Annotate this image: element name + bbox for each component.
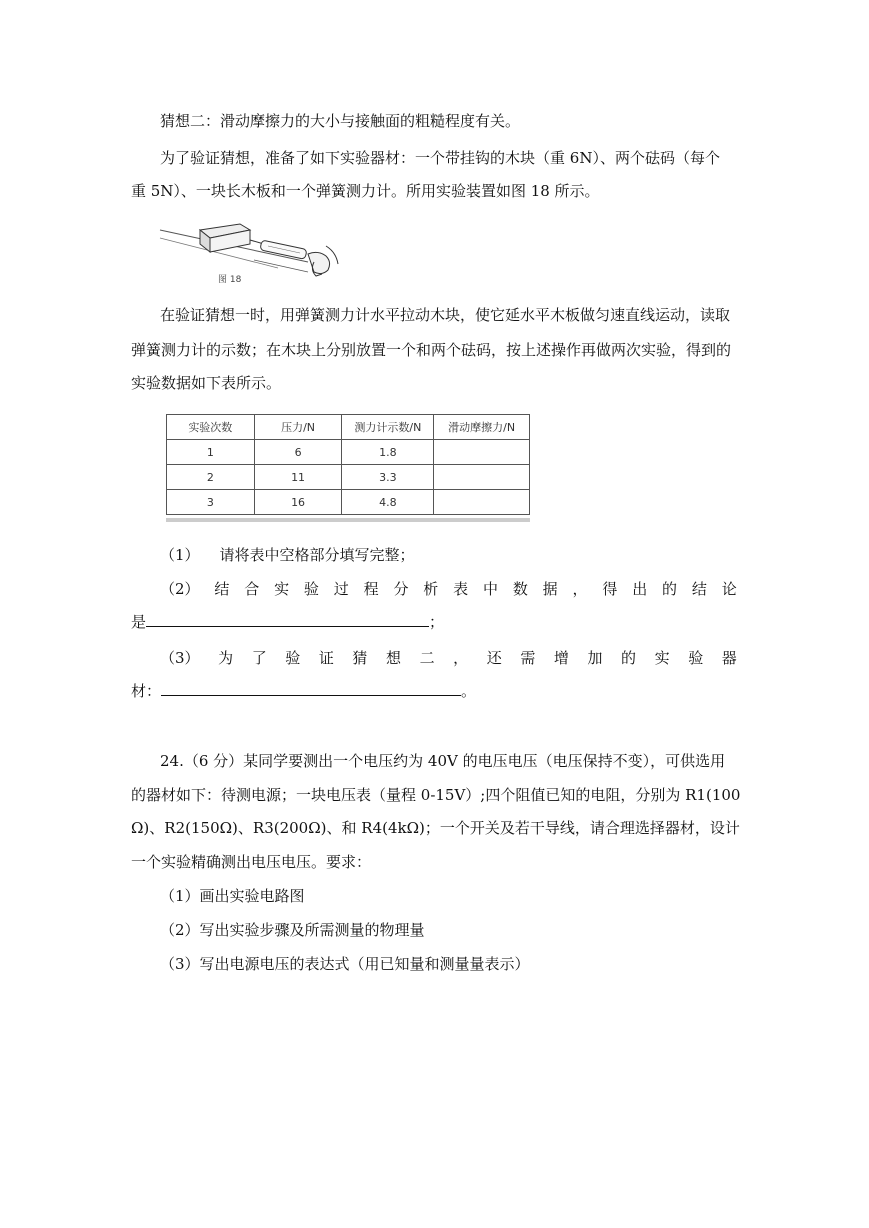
question-2-char: 论 [721, 580, 737, 598]
question-3-line-1 [160, 648, 737, 668]
problem-24-line-1: 24.（6 分）某同学要测出一个电压约为 40V 的电压电压（电压保持不变），可供选用 [160, 752, 726, 770]
question-3-char: 验 [688, 649, 704, 667]
question-2-char: ， [572, 580, 588, 598]
question-3-answer-blank[interactable] [161, 681, 461, 696]
question-2-char: 表 [453, 580, 469, 598]
question-2-char: 过 [333, 580, 349, 598]
question-3-char: 实 [654, 649, 670, 667]
question-3-prefix: 材： [131, 682, 162, 700]
table-header-row [167, 415, 530, 440]
question-3-char: 为 [218, 649, 234, 667]
table-cell: 6 [254, 440, 342, 465]
procedure-text-line-1: 在验证猜想一时，用弹簧测力计水平拉动木块，使它延水平木板做匀速直线运动，读取 [160, 306, 731, 324]
table-cell: 1 [167, 440, 255, 465]
question-2-char: 出 [632, 580, 648, 598]
problem-24-line-2: 的器材如下：待测电源；一块电压表（量程 0-15V）;四个阻值已知的电阻，分别为 R1(100 [131, 786, 741, 804]
table-header-cell: 实验次数 [167, 415, 255, 440]
table-header-cell: 压力/N [254, 415, 342, 440]
question-2-answer-blank[interactable] [146, 612, 429, 627]
question-2-char: 验 [303, 580, 319, 598]
materials-text-line-2: 重 5N）、一块长木板和一个弹簧测力计。所用实验装置如图 18 所示。 [131, 182, 600, 200]
question-3-char: 的 [621, 649, 637, 667]
table-bottom-shadow [166, 518, 530, 522]
materials-text-line-1: 为了验证猜想，准备了如下实验器材：一个带挂钩的木块（重 6N）、两个砝码（每个 [160, 149, 720, 167]
question-2-char: 的 [662, 580, 678, 598]
table-row [167, 465, 530, 490]
table-cell: 3.3 [342, 465, 434, 490]
question-1-text: 请将表中空格部分填写完整； [219, 546, 415, 564]
question-2-number: （2） [160, 580, 200, 598]
table-cell: 16 [254, 490, 342, 515]
question-3-char: 证 [318, 649, 334, 667]
table-cell-blank [434, 465, 530, 490]
table-cell-blank [434, 490, 530, 515]
question-3-end: 。 [461, 682, 477, 700]
question-2-char: 析 [423, 580, 439, 598]
problem-24-requirement-3: （3）写出电源电压的表达式（用已知量和测量量表示） [160, 955, 530, 973]
question-2-char: 程 [363, 580, 379, 598]
table-cell: 11 [254, 465, 342, 490]
problem-24-line-3: Ω)、R2(150Ω)、R3(200Ω)、和 R4(4kΩ)；一个开关及若干导线，请合理选择器材，设计 [131, 819, 740, 837]
question-3-char: 二 [419, 649, 435, 667]
question-3-char: 想 [386, 649, 402, 667]
question-1 [160, 545, 415, 565]
hypothesis-two-text: 猜想二：滑动摩擦力的大小与接触面的粗糙程度有关。 [160, 112, 521, 130]
question-2-char: 分 [393, 580, 409, 598]
question-3-char: ， [453, 649, 469, 667]
question-3-char: 验 [285, 649, 301, 667]
experiment-data-table [166, 414, 530, 515]
procedure-text-line-3: 实验数据如下表所示。 [131, 374, 282, 392]
question-1-number: （1） [160, 546, 200, 564]
question-3-char: 猜 [352, 649, 368, 667]
question-3-char: 需 [520, 649, 536, 667]
table-header-cell: 测力计示数/N [342, 415, 434, 440]
question-2-char: 据 [542, 580, 558, 598]
table-header-cell: 滑动摩擦力/N [434, 415, 530, 440]
question-3-char: 了 [251, 649, 267, 667]
question-3-char: 还 [486, 649, 502, 667]
table-cell: 1.8 [342, 440, 434, 465]
question-2-char: 合 [244, 580, 260, 598]
procedure-text-line-2: 弹簧测力计的示数；在木块上分别放置一个和两个砝码，按上述操作再做两次实验，得到的 [131, 341, 732, 359]
table-row [167, 490, 530, 515]
question-3-char: 增 [553, 649, 569, 667]
question-3-char: 器 [721, 649, 737, 667]
question-2-char: 结 [214, 580, 230, 598]
figure-caption: 图 18 [218, 275, 242, 285]
question-2-line-1 [160, 579, 737, 599]
table-cell: 2 [167, 465, 255, 490]
question-2-char: 实 [274, 580, 290, 598]
problem-24-requirement-1: （1）画出实验电路图 [160, 887, 305, 905]
table-cell-blank [434, 440, 530, 465]
table-cell: 3 [167, 490, 255, 515]
problem-24-requirement-2: （2）写出实验步骤及所需测量的物理量 [160, 921, 425, 939]
table-cell: 4.8 [342, 490, 434, 515]
question-3-number: （3） [160, 649, 200, 667]
table-row [167, 440, 530, 465]
question-2-char: 数 [512, 580, 528, 598]
question-3-line-2 [131, 681, 476, 701]
question-3-char: 加 [587, 649, 603, 667]
spring-scale-apparatus-illustration [158, 216, 348, 290]
apparatus-figure [158, 216, 348, 290]
question-2-char: 结 [691, 580, 707, 598]
problem-24-line-4: 一个实验精确测出电压电压。要求： [131, 853, 372, 871]
question-2-line-2 [131, 612, 444, 632]
question-2-char: 中 [482, 580, 498, 598]
question-2-char: 得 [602, 580, 618, 598]
question-2-end: ； [429, 613, 445, 631]
question-2-prefix: 是 [131, 613, 147, 631]
